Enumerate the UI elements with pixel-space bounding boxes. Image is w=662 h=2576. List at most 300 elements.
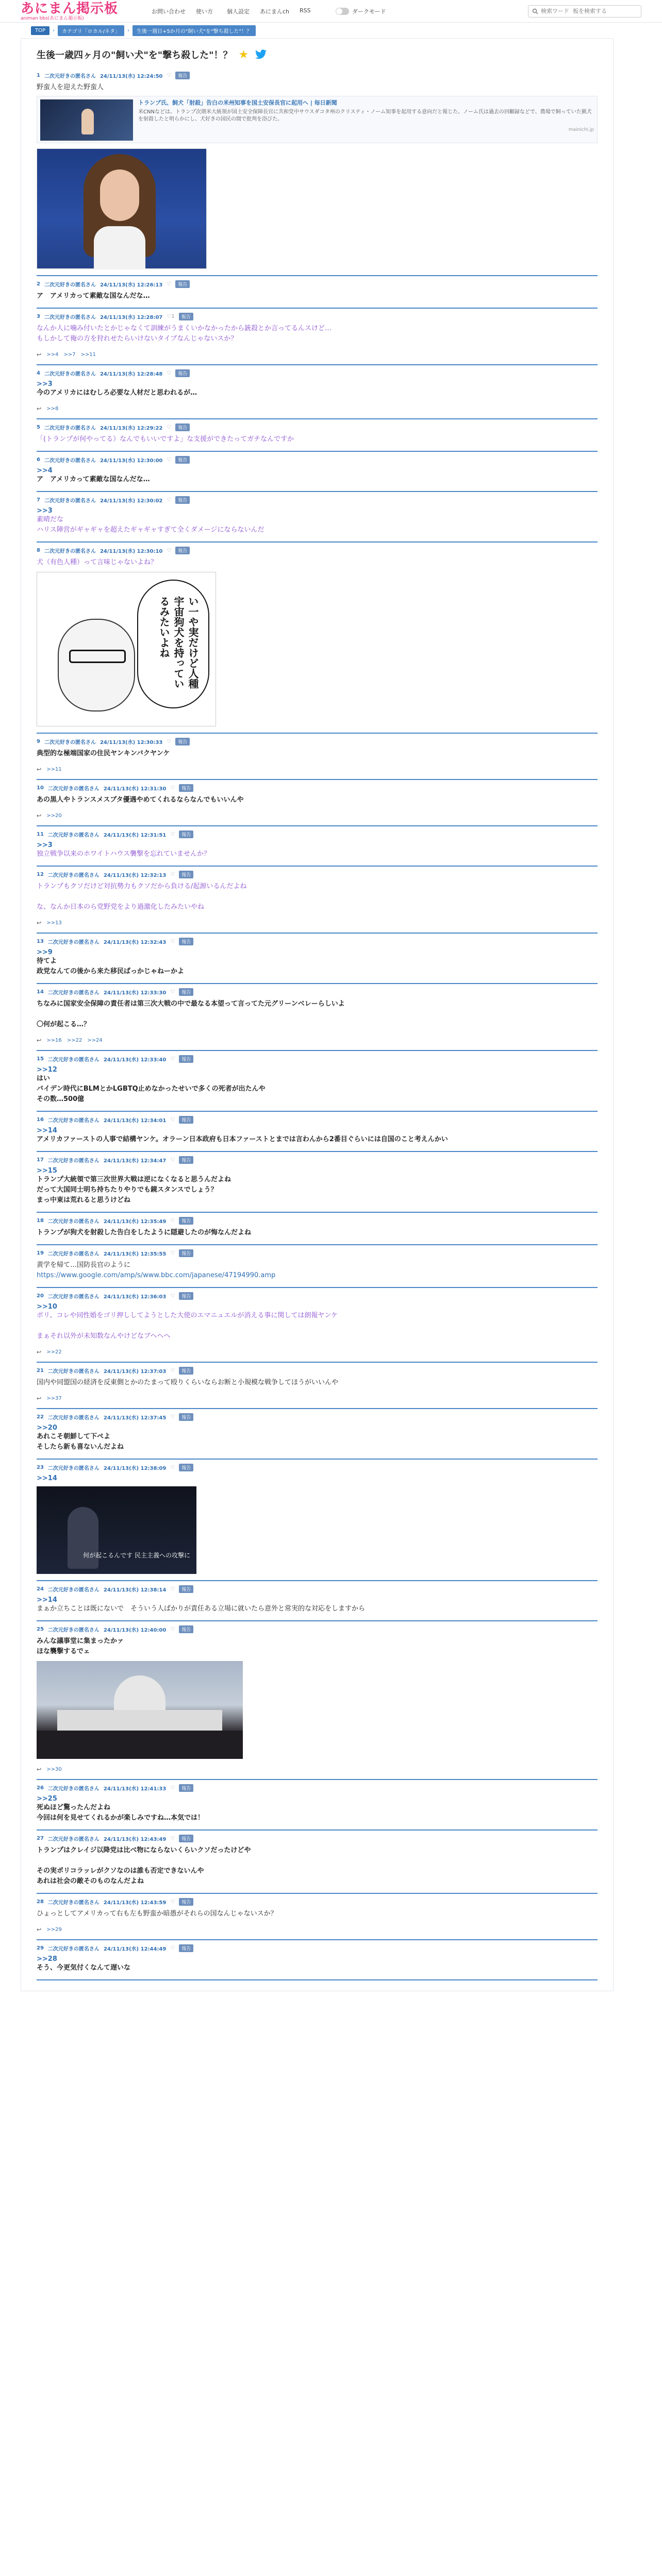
- post-number[interactable]: 13: [37, 939, 44, 944]
- post-line: あれは社会の敵そのものなんだよね: [37, 1877, 144, 1885]
- post-7: [37, 492, 598, 543]
- post-body: [37, 1432, 598, 1452]
- post-header: [37, 831, 598, 838]
- poster-name: 二次元好きの匿名さん: [47, 1369, 100, 1375]
- anchor-link[interactable]: >>20: [37, 1424, 57, 1432]
- report-button[interactable]: 報告: [175, 738, 190, 745]
- post-line: その数…500億: [37, 1095, 85, 1103]
- search-box[interactable]: [528, 5, 641, 18]
- heart-icon[interactable]: ♡: [170, 1836, 175, 1841]
- post-line: まぁそれ以外が未知数なんやけどなブヘヘヘ: [37, 1332, 171, 1340]
- post-header: [37, 1784, 598, 1792]
- anchor-link[interactable]: >>14: [37, 1127, 57, 1134]
- thread-title: 生後一歳四ヶ月の"飼い犬"を"撃ち殺した"！？: [37, 50, 233, 61]
- post-date: 24/11/13(水) 12:37:45: [103, 1415, 167, 1421]
- post-10: [37, 780, 598, 826]
- post-29: [37, 1940, 598, 1980]
- post-date: 24/11/13(水) 12:34:47: [103, 1158, 167, 1164]
- heart-icon[interactable]: ♡: [167, 548, 172, 553]
- manga-head: [58, 619, 135, 711]
- search-icon[interactable]: [532, 8, 539, 15]
- link-card-title[interactable]: トランプ氏、飼犬「射殺」告白の米州知事を国土安保長官に起用へ | 毎日新聞: [138, 99, 337, 106]
- heart-icon[interactable]: ♡: [170, 1626, 175, 1632]
- post-line: 死ぬほど驚ったんだよね: [37, 1804, 111, 1811]
- post-number[interactable]: 22: [37, 1414, 44, 1420]
- breadcrumb-category[interactable]: カテゴリ「ロカル/ネタ」: [58, 25, 124, 36]
- post-date: 24/11/13(水) 12:43:59: [103, 1900, 167, 1906]
- post-line: 待てよ: [37, 957, 57, 965]
- post-header: [37, 938, 598, 945]
- post-13: [37, 934, 598, 984]
- reply-link[interactable]: >>11: [80, 352, 96, 358]
- reply-links: [37, 351, 598, 358]
- reply-link[interactable]: >>22: [46, 1349, 62, 1355]
- post-header: [37, 1835, 598, 1842]
- post-line: なんか人に噛み付いたとかじゃなくて訓練がうまくいかなかったから銃殺とか言ってるんスけど…: [37, 325, 332, 332]
- post-body: [37, 1175, 598, 1206]
- post-date: 24/11/13(水) 12:31:51: [103, 833, 167, 838]
- search-input[interactable]: [541, 8, 634, 14]
- report-button[interactable]: 報告: [175, 547, 190, 554]
- reply-link[interactable]: >>13: [46, 920, 62, 926]
- post-line: ハリス陣営がギャギャを超えたギャギャすぎて全くダメージにならないんだ: [37, 526, 264, 534]
- post-8: [37, 543, 598, 734]
- post-body: [37, 1803, 598, 1823]
- post-number[interactable]: 15: [37, 1056, 44, 1062]
- post-number[interactable]: 3: [37, 314, 40, 319]
- breadcrumb-top[interactable]: TOP: [31, 26, 49, 35]
- post-number[interactable]: 14: [37, 989, 44, 995]
- posts-list: [37, 276, 598, 1980]
- post-line: ひょっとしてアメリカって右も左も野蛮か暗愚がそれらの国なんじゃないスか？: [37, 1910, 277, 1918]
- capitol-building: [57, 1710, 222, 1731]
- report-button[interactable]: 報告: [179, 1116, 193, 1124]
- post-header: [37, 1055, 598, 1063]
- post-body: [37, 1963, 598, 1973]
- post-header: [37, 423, 598, 431]
- heart-icon[interactable]: ♡: [170, 1586, 175, 1592]
- heart-icon[interactable]: ♡: [170, 1465, 175, 1470]
- post-number[interactable]: 2: [37, 281, 40, 287]
- poster-name: 二次元好きの匿名さん: [47, 1118, 100, 1124]
- post-line: 素晴だな: [37, 516, 64, 523]
- heart-icon[interactable]: ♡: [167, 281, 172, 287]
- heart-icon[interactable]: ♡: [170, 1250, 175, 1256]
- post-19: [37, 1245, 598, 1288]
- reply-link[interactable]: >>11: [46, 767, 62, 772]
- heart-icon[interactable]: ♡: [170, 1414, 175, 1420]
- post-21: [37, 1363, 598, 1409]
- post-body: [37, 956, 598, 977]
- report-button[interactable]: 報告: [175, 423, 190, 431]
- post-line: トランプはクレイジ以降党は比べ物にならないくらいクソだったけどや: [37, 1846, 251, 1854]
- heart-icon[interactable]: ♡: [170, 785, 175, 791]
- poster-name: 二次元好きの匿名さん: [47, 786, 100, 792]
- report-button[interactable]: 報告: [175, 72, 190, 79]
- post-line: 今のアメリカにはむしろ必要な人材だと思われるが…: [37, 389, 197, 397]
- post-4: [37, 365, 598, 419]
- post-date: 24/11/13(水) 12:43:49: [103, 1837, 167, 1842]
- post-12: [37, 867, 598, 934]
- poster-name: 二次元好きの匿名さん: [47, 1294, 100, 1300]
- anchor-link[interactable]: >>15: [37, 1167, 57, 1175]
- post-body: [37, 474, 598, 485]
- post-line: ア アメリカって素敵な国なんだな…: [37, 476, 150, 483]
- post-line: な、なんか日本のら党野党をより過激化したみたいやね: [37, 903, 205, 911]
- reply-links: [37, 766, 598, 773]
- site-logo[interactable]: [21, 2, 139, 21]
- post-body: [37, 291, 598, 301]
- post-number[interactable]: 9: [37, 739, 40, 744]
- reply-icon: ↩: [37, 1349, 42, 1355]
- post-line: 「(トランプが何やってる）なんでもいいですよ」な支援ができたってガチなんですか: [37, 435, 294, 443]
- reply-links: [37, 920, 598, 926]
- heart-icon[interactable]: ♡: [167, 497, 172, 503]
- post-line: もしかして俺の方を狩れせたらいけないタイプなんじゃないスか？: [37, 335, 238, 343]
- anchor-link[interactable]: >>14: [37, 1475, 57, 1482]
- post-header: [37, 784, 598, 792]
- thread-main: [21, 38, 614, 1991]
- post-date: 24/11/13(水) 12:29:22: [100, 426, 163, 431]
- post-number[interactable]: 8: [37, 548, 40, 553]
- post-date: 24/11/13(水) 12:35:55: [103, 1251, 167, 1257]
- poster-name: 二次元好きの匿名さん: [44, 498, 96, 504]
- post-header: [37, 738, 598, 745]
- post-header: [37, 72, 598, 79]
- post-26: [37, 1780, 598, 1831]
- post-image-photo[interactable]: [37, 1486, 196, 1574]
- post-date: 24/11/13(水) 12:37:03: [103, 1369, 167, 1375]
- report-button[interactable]: 報告: [179, 1217, 193, 1225]
- post-number[interactable]: 29: [37, 1945, 44, 1951]
- reply-link[interactable]: >>29: [46, 1927, 62, 1933]
- post-date: 24/11/13(水) 12:30:00: [100, 458, 163, 464]
- post-header: [37, 1217, 598, 1225]
- post-line: [37, 1856, 598, 1866]
- post-body: 野蛮人を迎えた野蛮人: [37, 83, 104, 91]
- nav-settings[interactable]: 個人設定: [227, 8, 250, 15]
- poster-name: 二次元好きの匿名さん: [47, 1415, 100, 1421]
- report-button[interactable]: 報告: [175, 456, 190, 464]
- link-card-description: 米CNNなどは、トランプ次期米大統領が国土安全保障長官に共和党中サウスダコタ州のクリスティ・ノーム知事を起用する意向だと報じた。ノーム氏は過去の回顧録などで、農場で飼っていた猟犬を射殺したと明らかにし、犬好きの国民の間で批判を浴びた。: [138, 109, 592, 122]
- report-button[interactable]: 報告: [179, 988, 193, 996]
- dark-mode-toggle[interactable]: [336, 7, 386, 15]
- link-card-domain: mainichi.jp: [568, 127, 594, 132]
- anchor-link[interactable]: >>9: [37, 948, 53, 956]
- anchor-link[interactable]: >>3: [37, 380, 53, 388]
- heart-icon[interactable]: ♡: [170, 1218, 175, 1224]
- heart-icon[interactable]: ♡: [167, 739, 172, 744]
- report-button[interactable]: 報告: [179, 1055, 193, 1063]
- post-16: [37, 1112, 598, 1152]
- heart-icon[interactable]: ♡: [167, 370, 172, 376]
- heart-icon[interactable]: ♡: [170, 1293, 175, 1299]
- post-header: [37, 871, 598, 878]
- poster-name: 二次元好きの匿名さん: [47, 1946, 100, 1952]
- report-button[interactable]: 報告: [179, 938, 193, 945]
- post-body: [37, 434, 598, 445]
- post-line: 今回は何を見せてくれるかが楽しみですね…本気では！: [37, 1814, 205, 1822]
- report-button[interactable]: 報告: [179, 871, 193, 878]
- report-button[interactable]: 報告: [179, 1249, 193, 1257]
- anchor-link[interactable]: >>25: [37, 1795, 57, 1803]
- report-button[interactable]: 報告: [179, 1367, 193, 1375]
- nav-contact[interactable]: お問い合わせ: [152, 8, 186, 15]
- post-line: まぁか立ちことは既にないで そういう人ばかりが責任ある立場に就いたら意外と常実的な対応をしますから: [37, 1605, 366, 1613]
- post-6: [37, 452, 598, 492]
- reply-links: [37, 1349, 598, 1355]
- heart-icon[interactable]: ♡: [167, 425, 172, 430]
- post-date: 24/11/13(水) 12:31:30: [103, 786, 167, 792]
- post-body: [37, 849, 598, 859]
- post-line: あの黒人やトランスメスブタ優遇やめてくれるならなんでもいいんや: [37, 796, 244, 804]
- post-27: [37, 1831, 598, 1894]
- report-button[interactable]: 報告: [179, 1625, 193, 1633]
- report-button[interactable]: 報告: [175, 369, 190, 377]
- poster-name: 二次元好きの匿名さん: [44, 371, 96, 377]
- poster-name: 二次元好きの匿名さん: [44, 74, 96, 79]
- reply-link[interactable]: >>7: [63, 352, 76, 358]
- poster-name: 二次元好きの匿名さん: [44, 426, 96, 431]
- report-button[interactable]: 報告: [179, 784, 193, 792]
- post-number[interactable]: 23: [37, 1465, 44, 1470]
- nav-rss[interactable]: RSS: [300, 7, 311, 14]
- poster-name: 二次元好きの匿名さん: [47, 1628, 100, 1633]
- post-body: [37, 515, 598, 535]
- reply-link[interactable]: >>4: [46, 352, 59, 358]
- reply-link[interactable]: >>24: [87, 1038, 103, 1043]
- post-line: 国内や同盟国の経済を反東側とかのたまって殴りくらいならお断と小規模な戦争してほうがいいんや: [37, 1379, 339, 1386]
- reply-link[interactable]: >>8: [46, 406, 59, 412]
- post-body: [37, 999, 598, 1030]
- post-number[interactable]: 6: [37, 457, 40, 463]
- post-image-photo[interactable]: [37, 148, 207, 269]
- breadcrumb-separator: ›: [127, 27, 129, 33]
- report-button[interactable]: 報告: [179, 831, 193, 838]
- post-body: [37, 1845, 598, 1887]
- heart-icon[interactable]: ♡: [170, 989, 175, 995]
- post-header: [37, 1156, 598, 1164]
- post-1: [37, 67, 598, 276]
- post-line: [37, 892, 598, 902]
- report-button[interactable]: 報告: [179, 1585, 193, 1593]
- report-button[interactable]: 報告: [179, 1944, 193, 1952]
- reply-links: [37, 405, 598, 412]
- post-image-photo[interactable]: [37, 1661, 243, 1759]
- heart-icon[interactable]: ♡: [170, 1056, 175, 1062]
- post-header: [37, 496, 598, 504]
- post-date: 24/11/13(水) 12:30:10: [100, 549, 163, 554]
- manga-glasses: [69, 650, 126, 663]
- post-header: [37, 280, 598, 288]
- post-line: 黄学を帰て…国防長官のように: [37, 1261, 131, 1269]
- poster-name: 二次元好きの匿名さん: [47, 1219, 100, 1225]
- post-number[interactable]: 20: [37, 1293, 44, 1299]
- report-button[interactable]: 報告: [179, 1156, 193, 1164]
- post-number[interactable]: 1: [37, 73, 40, 78]
- breadcrumb-thread[interactable]: 生後一週目+5か月の"飼い犬"を"撃ち殺した"！？: [133, 25, 256, 36]
- reply-link[interactable]: >>22: [67, 1038, 82, 1043]
- heart-icon[interactable]: ♡: [170, 1157, 175, 1163]
- post-header: [37, 988, 598, 996]
- post-date: 24/11/13(水) 12:26:13: [100, 282, 163, 288]
- post-number[interactable]: 27: [37, 1836, 44, 1841]
- post-body: [37, 1909, 598, 1919]
- post-date: 24/11/13(水) 12:35:49: [103, 1219, 167, 1225]
- heart-icon[interactable]: ♡: [170, 1368, 175, 1374]
- poster-name: 二次元好きの匿名さん: [47, 1587, 100, 1593]
- reply-links: [37, 812, 598, 819]
- heart-icon[interactable]: ♡: [170, 1945, 175, 1951]
- post-number[interactable]: 16: [37, 1117, 44, 1123]
- post-line: バイデン時代にBLMとかLGBTQ止めなかったせいで多くの死者が出たんや: [37, 1085, 266, 1093]
- post-date: 24/11/13(水) 12:24:50: [100, 74, 163, 79]
- reply-icon: ↩: [37, 351, 42, 358]
- nav-howto[interactable]: 使い方: [196, 8, 213, 15]
- reply-icon: ↩: [37, 1926, 42, 1933]
- poster-name: 二次元好きの匿名さん: [47, 1057, 100, 1063]
- post-9: [37, 734, 598, 780]
- figure-silhouette: [68, 1507, 98, 1569]
- post-number[interactable]: 19: [37, 1250, 44, 1256]
- post-17: [37, 1152, 598, 1213]
- reply-link[interactable]: >>20: [46, 813, 62, 819]
- poster-name: 二次元好きの匿名さん: [47, 833, 100, 838]
- anchor-link[interactable]: >>28: [37, 1955, 57, 1963]
- post-28: [37, 1894, 598, 1940]
- poster-name: 二次元好きの匿名さん: [47, 873, 100, 878]
- link-card-thumbnail: [40, 99, 133, 141]
- post-number[interactable]: 25: [37, 1626, 44, 1632]
- post-line: ほな襲撃するでェ: [37, 1648, 90, 1655]
- post-number[interactable]: 12: [37, 872, 44, 877]
- reply-link[interactable]: >>37: [46, 1396, 62, 1401]
- heart-icon[interactable]: ♡: [167, 73, 172, 78]
- anchor-link[interactable]: >>12: [37, 1066, 57, 1074]
- reply-link[interactable]: >>30: [46, 1767, 62, 1772]
- logo-text[interactable]: あにまん掲示板: [21, 1, 119, 16]
- post-line: 政党なんての後から来た移民ばっかじゃねーかよ: [37, 968, 185, 975]
- anchor-link[interactable]: >>3: [37, 841, 53, 849]
- report-button[interactable]: 報告: [179, 313, 193, 320]
- post-2: [37, 276, 598, 309]
- report-button[interactable]: 報告: [175, 280, 190, 288]
- report-button[interactable]: 報告: [175, 496, 190, 504]
- post-body: [37, 388, 598, 398]
- heart-icon[interactable]: ♡: [170, 872, 175, 877]
- post-header: [37, 1249, 598, 1257]
- post-14: [37, 984, 598, 1051]
- report-button[interactable]: 報告: [179, 1835, 193, 1842]
- reply-icon: ↩: [37, 766, 42, 773]
- post-body: [37, 1636, 598, 1657]
- post-header: [37, 456, 598, 464]
- post-header: [37, 1625, 598, 1633]
- post-number[interactable]: 4: [37, 370, 40, 376]
- post-25: [37, 1621, 598, 1780]
- post-number[interactable]: 5: [37, 425, 40, 430]
- post-number[interactable]: 28: [37, 1899, 44, 1905]
- side-gutter: [614, 38, 641, 1991]
- report-button[interactable]: 報告: [179, 1464, 193, 1471]
- post-date: 24/11/13(水) 12:33:40: [103, 1057, 167, 1063]
- anchor-link[interactable]: >>3: [37, 507, 53, 515]
- post-line: だって大国同士明ち持ちたりやりでも鏡スタンスでしょう？: [37, 1186, 218, 1194]
- external-link[interactable]: https://www.google.com/amp/s/www.bbc.com/japanese/47194990.amp: [37, 1272, 276, 1279]
- speech-bubble: い一や実だけど人種宇宙狗犬を持っているみたいよね: [137, 580, 209, 708]
- post-line: あれこそ朝鮮して下ぺよ: [37, 1433, 111, 1440]
- nav-animanch[interactable]: あにまんch: [260, 8, 290, 15]
- post-number[interactable]: 17: [37, 1157, 44, 1163]
- post-line: 独立戦争以来のホワイトハウス襲撃を忘れていませんか？: [37, 850, 210, 858]
- link-card[interactable]: [37, 96, 598, 143]
- report-button[interactable]: 報告: [179, 1413, 193, 1421]
- post-line: そしたら新も喜ないんだよね: [37, 1443, 124, 1451]
- heart-icon[interactable]: ♡: [170, 1117, 175, 1123]
- post-number[interactable]: 11: [37, 832, 44, 837]
- post-image-manga[interactable]: [37, 572, 216, 726]
- report-button[interactable]: 報告: [179, 1784, 193, 1792]
- anchor-link[interactable]: >>10: [37, 1303, 57, 1311]
- post-header: [37, 1413, 598, 1421]
- post-header: [37, 1116, 598, 1124]
- heart-icon[interactable]: ♡1: [167, 314, 175, 319]
- face-shape: [100, 170, 139, 221]
- link-card-text: [138, 99, 594, 140]
- twitter-icon[interactable]: [255, 49, 267, 60]
- post-number[interactable]: 21: [37, 1368, 44, 1374]
- anchor-link[interactable]: >>14: [37, 1596, 57, 1604]
- post-line: ちなみに国家安全保障の責任者は第三次大戦の中で最なる本望って言ってた元グリーンベレーらしいよ: [37, 1000, 345, 1008]
- clothing-shape: [94, 226, 145, 269]
- post-number[interactable]: 7: [37, 497, 40, 503]
- anchor-link[interactable]: >>4: [37, 467, 53, 474]
- poster-name: 二次元好きの匿名さん: [44, 458, 96, 464]
- report-button[interactable]: 報告: [179, 1292, 193, 1300]
- toggle-switch[interactable]: [336, 8, 349, 15]
- site-header: [0, 0, 662, 23]
- post-11: [37, 826, 598, 867]
- post-line: ポリ、コレや同性婚をゴリ押ししてようとした大使のエマニュエルが消える事に関しては朗報ヤンケ: [37, 1312, 338, 1319]
- post-23: [37, 1460, 598, 1581]
- report-button[interactable]: 報告: [179, 1898, 193, 1906]
- post-body: [37, 1260, 598, 1281]
- post-number[interactable]: 10: [37, 785, 44, 791]
- post-number[interactable]: 24: [37, 1586, 44, 1592]
- post-body: [37, 1074, 598, 1105]
- reply-link[interactable]: >>16: [46, 1038, 62, 1043]
- heart-icon[interactable]: ♡: [170, 1785, 175, 1791]
- post-line: その実ポリコラッレがクソなのは誰も否定できないんや: [37, 1867, 204, 1875]
- post-line: 犬（有色人種）って言味じゃないよね？: [37, 558, 158, 566]
- post-24: [37, 1581, 598, 1621]
- reply-icon: ↩: [37, 920, 42, 926]
- heart-icon[interactable]: ♡: [167, 457, 172, 463]
- poster-name: 二次元好きの匿名さん: [47, 940, 100, 945]
- heart-icon[interactable]: ♡: [170, 939, 175, 944]
- heart-icon[interactable]: ♡: [170, 1899, 175, 1905]
- toggle-knob: [336, 8, 342, 14]
- post-number[interactable]: 18: [37, 1218, 44, 1224]
- heart-icon[interactable]: ♡: [170, 832, 175, 837]
- post-line: トランプ大統領で第三次世界大戦は逆になくなると思うんだよね: [37, 1176, 231, 1183]
- post-number[interactable]: 26: [37, 1785, 44, 1791]
- post-header: [37, 1292, 598, 1300]
- reply-links: [37, 1926, 598, 1933]
- post-20: [37, 1288, 598, 1363]
- star-icon[interactable]: ★: [238, 48, 249, 61]
- thread-title-bar: [37, 44, 598, 67]
